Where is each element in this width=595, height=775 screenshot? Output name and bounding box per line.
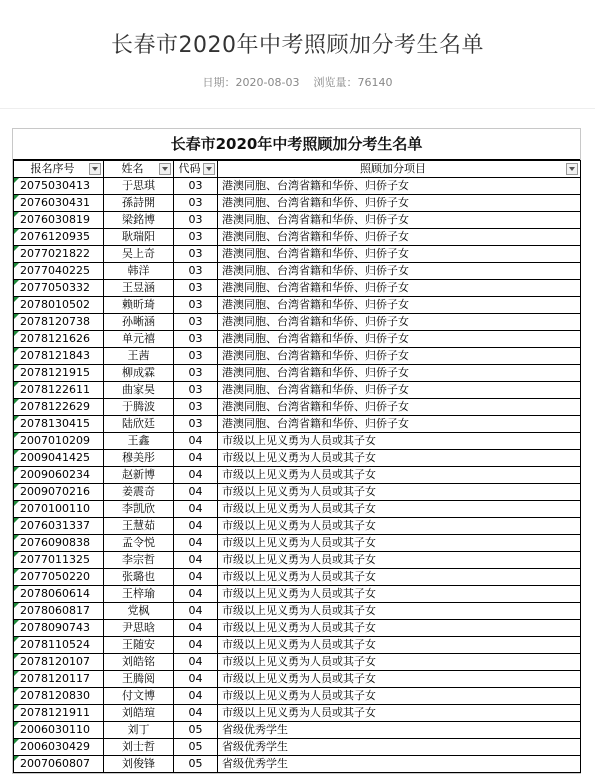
cell-name: 赵新博: [104, 467, 174, 484]
cell-registration-id: 2077050332: [14, 280, 104, 297]
table-row: [14, 195, 581, 212]
cell-item: 港澳同胞、台湾省籍和华侨、归侨子女: [218, 365, 581, 382]
cell-code: 04: [174, 705, 218, 722]
cell-name: 韩洋: [104, 263, 174, 280]
table-row: [14, 382, 581, 399]
column-header-id: [14, 161, 104, 178]
cell-registration-id: 2076120935: [14, 229, 104, 246]
cell-name: 孫詩開: [104, 195, 174, 212]
cell-code: 03: [174, 365, 218, 382]
cell-code: 03: [174, 178, 218, 195]
cell-item: 市级以上见义勇为人员或其子女: [218, 535, 581, 552]
cell-registration-id: 2006030429: [14, 739, 104, 756]
cell-registration-id: 2078120117: [14, 671, 104, 688]
cell-code: 04: [174, 552, 218, 569]
page-meta: [0, 74, 595, 90]
table-row: [14, 586, 581, 603]
sheet-title: 长春市2020年中考照顾加分考生名单: [13, 129, 580, 160]
cell-name: 于腾波: [104, 399, 174, 416]
cell-code: 04: [174, 501, 218, 518]
filter-dropdown-icon[interactable]: [203, 163, 215, 175]
cell-item: 港澳同胞、台湾省籍和华侨、归侨子女: [218, 195, 581, 212]
cell-item: 市级以上见义勇为人员或其子女: [218, 688, 581, 705]
cell-name: 刘士哲: [104, 739, 174, 756]
cell-item: 市级以上见义勇为人员或其子女: [218, 518, 581, 535]
cell-code: 04: [174, 450, 218, 467]
cell-code: 03: [174, 212, 218, 229]
date-label: 日期：: [202, 76, 236, 89]
cell-code: 03: [174, 263, 218, 280]
cell-registration-id: 2078122611: [14, 382, 104, 399]
table-row: [14, 365, 581, 382]
table-row: [14, 756, 581, 773]
cell-registration-id: 2076030819: [14, 212, 104, 229]
cell-name: 刘皓铭: [104, 654, 174, 671]
column-header-label: 代码: [178, 162, 201, 175]
cell-code: 04: [174, 518, 218, 535]
cell-registration-id: 2078120107: [14, 654, 104, 671]
cell-code: 03: [174, 280, 218, 297]
cell-registration-id: 2078121915: [14, 365, 104, 382]
cell-code: 04: [174, 603, 218, 620]
column-header-item: [218, 161, 581, 178]
cell-item: 市级以上见义勇为人员或其子女: [218, 637, 581, 654]
cell-code: 03: [174, 229, 218, 246]
column-header-name: [104, 161, 174, 178]
table-row: [14, 739, 581, 756]
cell-code: 04: [174, 569, 218, 586]
views-label: 浏览量：: [313, 76, 358, 89]
cell-name: 王慧茹: [104, 518, 174, 535]
table-row: [14, 212, 581, 229]
cell-name: 陆欣廷: [104, 416, 174, 433]
cell-name: 王随安: [104, 637, 174, 654]
cell-item: 港澳同胞、台湾省籍和华侨、归侨子女: [218, 212, 581, 229]
table-row: [14, 637, 581, 654]
table-row: [14, 654, 581, 671]
filter-dropdown-icon[interactable]: [566, 163, 578, 175]
cell-code: 04: [174, 654, 218, 671]
cell-registration-id: 2006030110: [14, 722, 104, 739]
cell-registration-id: 2078122629: [14, 399, 104, 416]
cell-code: 05: [174, 756, 218, 773]
cell-item: 市级以上见义勇为人员或其子女: [218, 467, 581, 484]
cell-name: 柳成霖: [104, 365, 174, 382]
cell-item: 省级优秀学生: [218, 722, 581, 739]
cell-item: 港澳同胞、台湾省籍和华侨、归侨子女: [218, 246, 581, 263]
table-row: [14, 297, 581, 314]
view-count: 76140: [357, 76, 393, 89]
candidate-table: [13, 160, 581, 773]
cell-code: 05: [174, 722, 218, 739]
cell-code: 03: [174, 195, 218, 212]
cell-name: 赖昕琦: [104, 297, 174, 314]
cell-name: 刘丁: [104, 722, 174, 739]
column-header-label: 报名序号: [30, 162, 75, 175]
cell-item: 市级以上见义勇为人员或其子女: [218, 484, 581, 501]
column-header-label: 照顾加分项目: [360, 162, 426, 175]
cell-name: 党枫: [104, 603, 174, 620]
table-body: [14, 178, 581, 773]
cell-item: 市级以上见义勇为人员或其子女: [218, 450, 581, 467]
cell-item: 省级优秀学生: [218, 739, 581, 756]
cell-registration-id: 2078121843: [14, 348, 104, 365]
cell-registration-id: 2078090743: [14, 620, 104, 637]
cell-name: 李凯欣: [104, 501, 174, 518]
cell-name: 刘俊锋: [104, 756, 174, 773]
table-row: [14, 433, 581, 450]
cell-item: 市级以上见义勇为人员或其子女: [218, 501, 581, 518]
cell-item: 港澳同胞、台湾省籍和华侨、归侨子女: [218, 382, 581, 399]
cell-code: 03: [174, 348, 218, 365]
cell-code: 04: [174, 637, 218, 654]
table-row: [14, 552, 581, 569]
cell-code: 04: [174, 535, 218, 552]
table-row: [14, 535, 581, 552]
table-row: [14, 331, 581, 348]
cell-registration-id: 2078060817: [14, 603, 104, 620]
cell-registration-id: 2076030431: [14, 195, 104, 212]
column-header-code: [174, 161, 218, 178]
table-row: [14, 280, 581, 297]
column-header-label: 姓名: [121, 162, 144, 175]
cell-name: 姜震奇: [104, 484, 174, 501]
cell-code: 03: [174, 246, 218, 263]
cell-code: 05: [174, 739, 218, 756]
spreadsheet-image: [12, 128, 581, 774]
cell-name: 王昱涵: [104, 280, 174, 297]
cell-registration-id: 2078130415: [14, 416, 104, 433]
cell-item: 市级以上见义勇为人员或其子女: [218, 552, 581, 569]
cell-item: 市级以上见义勇为人员或其子女: [218, 569, 581, 586]
cell-item: 港澳同胞、台湾省籍和华侨、归侨子女: [218, 399, 581, 416]
cell-name: 吴上奇: [104, 246, 174, 263]
table-row: [14, 722, 581, 739]
page-title: 长春市2020年中考照顾加分考生名单: [111, 33, 484, 58]
table-row: [14, 263, 581, 280]
table-row: [14, 603, 581, 620]
cell-registration-id: 2077021822: [14, 246, 104, 263]
cell-name: 付文博: [104, 688, 174, 705]
table-row: [14, 399, 581, 416]
cell-code: 04: [174, 586, 218, 603]
table-header-row: [14, 161, 581, 178]
cell-name: 王梓瑜: [104, 586, 174, 603]
cell-name: 孟令悦: [104, 535, 174, 552]
table-row: [14, 671, 581, 688]
table-row: [14, 705, 581, 722]
cell-code: 03: [174, 331, 218, 348]
cell-name: 王茜: [104, 348, 174, 365]
cell-name: 穆美彤: [104, 450, 174, 467]
cell-registration-id: 2076090838: [14, 535, 104, 552]
table-row: [14, 314, 581, 331]
cell-item: 港澳同胞、台湾省籍和华侨、归侨子女: [218, 416, 581, 433]
cell-item: 市级以上见义勇为人员或其子女: [218, 620, 581, 637]
cell-code: 03: [174, 297, 218, 314]
cell-registration-id: 2009070216: [14, 484, 104, 501]
cell-registration-id: 2078121626: [14, 331, 104, 348]
table-row: [14, 484, 581, 501]
cell-code: 03: [174, 382, 218, 399]
cell-item: 市级以上见义勇为人员或其子女: [218, 654, 581, 671]
cell-item: 市级以上见义勇为人员或其子女: [218, 433, 581, 450]
cell-registration-id: 2078121911: [14, 705, 104, 722]
table-row: [14, 178, 581, 195]
cell-name: 张璐也: [104, 569, 174, 586]
cell-code: 04: [174, 620, 218, 637]
cell-code: 04: [174, 467, 218, 484]
table-row: [14, 229, 581, 246]
table-row: [14, 450, 581, 467]
cell-name: 单元禧: [104, 331, 174, 348]
cell-name: 耿瑞阳: [104, 229, 174, 246]
cell-registration-id: 2078010502: [14, 297, 104, 314]
cell-registration-id: 2007060807: [14, 756, 104, 773]
cell-item: 港澳同胞、台湾省籍和华侨、归侨子女: [218, 348, 581, 365]
cell-registration-id: 2009060234: [14, 467, 104, 484]
table-row: [14, 620, 581, 637]
cell-name: 梁銘博: [104, 212, 174, 229]
cell-item: 港澳同胞、台湾省籍和华侨、归侨子女: [218, 263, 581, 280]
table-row: [14, 501, 581, 518]
table-row: [14, 416, 581, 433]
cell-item: 市级以上见义勇为人员或其子女: [218, 603, 581, 620]
cell-code: 04: [174, 688, 218, 705]
filter-dropdown-icon[interactable]: [89, 163, 101, 175]
cell-name: 王腾阅: [104, 671, 174, 688]
cell-code: 04: [174, 484, 218, 501]
cell-registration-id: 2075030413: [14, 178, 104, 195]
cell-registration-id: 2078120738: [14, 314, 104, 331]
cell-registration-id: 2078060614: [14, 586, 104, 603]
cell-code: 04: [174, 671, 218, 688]
cell-name: 于思琪: [104, 178, 174, 195]
cell-item: 港澳同胞、台湾省籍和华侨、归侨子女: [218, 229, 581, 246]
cell-name: 李宗哲: [104, 552, 174, 569]
cell-item: 省级优秀学生: [218, 756, 581, 773]
cell-item: 港澳同胞、台湾省籍和华侨、归侨子女: [218, 280, 581, 297]
cell-item: 港澳同胞、台湾省籍和华侨、归侨子女: [218, 314, 581, 331]
cell-name: 尹思晗: [104, 620, 174, 637]
table-row: [14, 518, 581, 535]
cell-name: 王鑫: [104, 433, 174, 450]
cell-item: 港澳同胞、台湾省籍和华侨、归侨子女: [218, 297, 581, 314]
table-row: [14, 688, 581, 705]
cell-registration-id: 2070100110: [14, 501, 104, 518]
cell-registration-id: 2007010209: [14, 433, 104, 450]
cell-item: 港澳同胞、台湾省籍和华侨、归侨子女: [218, 178, 581, 195]
cell-registration-id: 2077040225: [14, 263, 104, 280]
cell-registration-id: 2077050220: [14, 569, 104, 586]
cell-registration-id: 2076031337: [14, 518, 104, 535]
filter-dropdown-icon[interactable]: [159, 163, 171, 175]
cell-registration-id: 2009041425: [14, 450, 104, 467]
cell-code: 04: [174, 433, 218, 450]
cell-name: 刘皓瑄: [104, 705, 174, 722]
publish-date: 2020-08-03: [235, 76, 300, 89]
table-row: [14, 348, 581, 365]
cell-item: 市级以上见义勇为人员或其子女: [218, 586, 581, 603]
table-row: [14, 246, 581, 263]
cell-name: 孙晰涵: [104, 314, 174, 331]
cell-registration-id: 2078120830: [14, 688, 104, 705]
cell-name: 曲家昊: [104, 382, 174, 399]
header-divider: [0, 108, 595, 109]
table-row: [14, 467, 581, 484]
cell-item: 港澳同胞、台湾省籍和华侨、归侨子女: [218, 331, 581, 348]
cell-code: 03: [174, 416, 218, 433]
cell-code: 03: [174, 399, 218, 416]
table-row: [14, 569, 581, 586]
cell-registration-id: 2077011325: [14, 552, 104, 569]
cell-item: 市级以上见义勇为人员或其子女: [218, 671, 581, 688]
cell-code: 03: [174, 314, 218, 331]
cell-item: 市级以上见义勇为人员或其子女: [218, 705, 581, 722]
cell-registration-id: 2078110524: [14, 637, 104, 654]
